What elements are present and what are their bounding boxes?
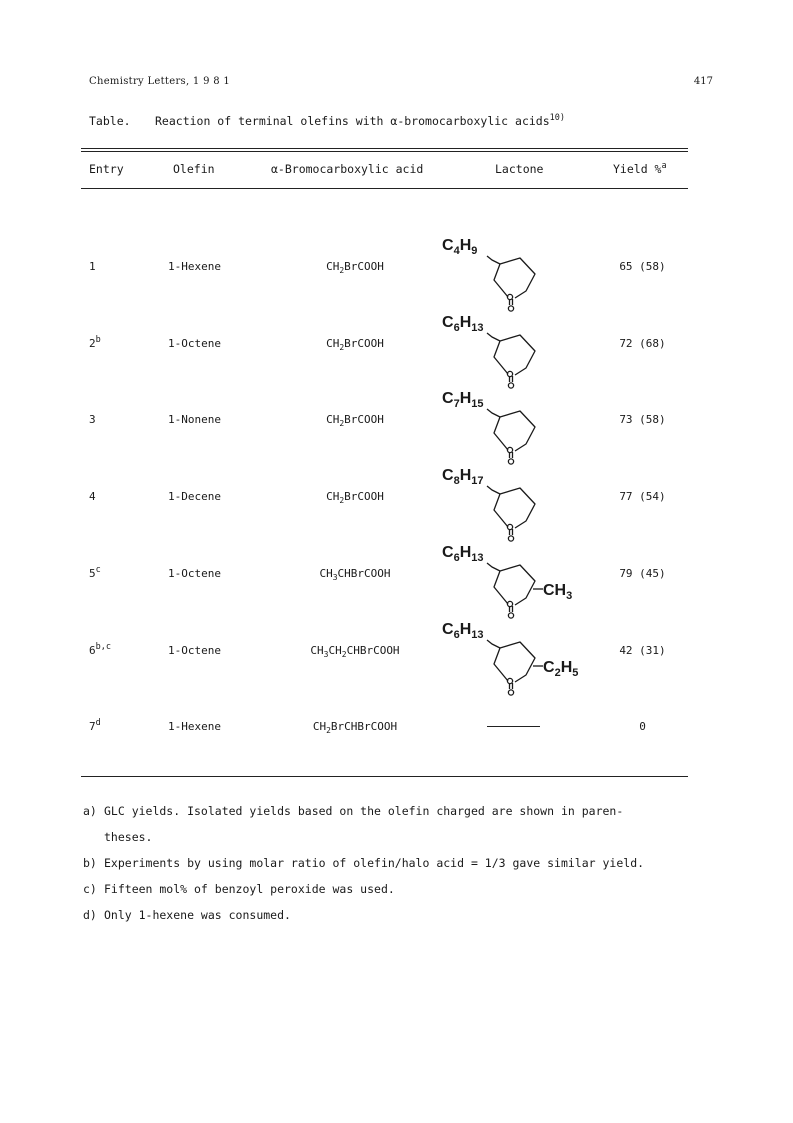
acid-formula [260, 644, 450, 657]
entry-number [89, 413, 119, 426]
table-top-rule-inner [81, 151, 688, 152]
table-caption [89, 114, 565, 128]
alkyl-group-label-part: C [442, 314, 454, 331]
formula-text: CH [328, 644, 342, 657]
alkyl-group-label-part: 15 [471, 398, 484, 410]
yield-value: 0 [639, 720, 646, 733]
alkyl-group-label-part: 6 [453, 552, 460, 564]
column-header-entry: Entry [89, 162, 124, 176]
alpha-substituent-label-part: H [560, 659, 573, 676]
column-header-yield-note: a [661, 161, 667, 171]
lactone-labels [442, 237, 477, 257]
ring-bonds [494, 411, 535, 451]
alkyl-group-label [442, 237, 477, 257]
alkyl-group-label-part: H [459, 621, 472, 638]
alpha-substituent-label-part: 3 [566, 590, 573, 602]
acid-formula [260, 337, 450, 350]
olefin-name: 1-Nonene [168, 413, 221, 426]
formula-text: CH [310, 644, 324, 657]
entry-number [89, 720, 119, 733]
alkyl-group-label-part: 9 [471, 245, 478, 257]
alkyl-group-label [442, 544, 484, 564]
formula-subscript: 2 [341, 650, 347, 659]
table-top-rule [81, 148, 688, 149]
formula-subscript: 3 [332, 573, 338, 582]
entry-label: 7 [89, 720, 96, 733]
formula-subscript: 2 [339, 419, 345, 428]
formula-text: CHBrCOOH [337, 567, 391, 580]
alkyl-group-label-part: 4 [453, 245, 460, 257]
ring-bonds [494, 565, 535, 605]
table-bottom-rule [81, 776, 688, 777]
entry-number [89, 567, 119, 580]
footnote-text: GLC yields. Isolated yields based on the olefin charged are shown in paren- [104, 804, 624, 818]
olefin-name: 1-Octene [168, 337, 221, 350]
acid-formula [260, 413, 450, 426]
alkyl-bond [487, 563, 500, 571]
alkyl-group-label [442, 621, 484, 641]
alkyl-bond [487, 256, 500, 264]
ring-oxygen [507, 601, 512, 606]
alkyl-group-label-part: C [442, 237, 454, 254]
alpha-substituent-label-part: 5 [572, 667, 579, 679]
alkyl-group-label [442, 314, 484, 334]
formula-text: BrCOOH [344, 413, 384, 426]
formula-text: CH [326, 490, 340, 503]
alkyl-group-label-part: H [459, 314, 472, 331]
formula-subscript: 2 [339, 496, 345, 505]
lactone-labels [442, 467, 484, 487]
footnote-label: a) [83, 804, 97, 818]
column-header-yield-label: Yield % [613, 162, 662, 176]
formula-text: CH [326, 413, 340, 426]
column-header-acid: α-Bromocarboxylic acid [271, 162, 424, 176]
alkyl-bond [487, 409, 500, 417]
alkyl-group-label-part: 7 [453, 398, 460, 410]
acid-formula [260, 567, 450, 580]
entry-label: 2 [89, 337, 96, 350]
formula-text: CH [319, 567, 333, 580]
alkyl-group-label-part: C [442, 467, 454, 484]
alkyl-bond [487, 640, 500, 648]
footnote-label: b) [83, 856, 97, 870]
ring-bonds [494, 335, 535, 375]
yield-value: 73 (58) [619, 413, 666, 426]
alpha-substituent-label-part: C [543, 659, 555, 676]
acid-formula [260, 260, 450, 273]
entry-footnote-mark: c [95, 565, 101, 575]
yield-value: 65 (58) [619, 260, 666, 273]
alkyl-group-label-part: H [459, 237, 472, 254]
formula-text: CHBrCOOH [346, 644, 400, 657]
entry-label: 5 [89, 567, 96, 580]
entry-footnote-mark: b,c [95, 642, 111, 652]
alkyl-group-label-part: H [459, 467, 472, 484]
column-header-yield [613, 162, 667, 176]
lactone-labels [442, 621, 578, 679]
journal-citation: Chemistry Letters, 1 9 8 1 [89, 76, 231, 87]
olefin-name: 1-Octene [168, 567, 221, 580]
no-lactone-dash [487, 726, 540, 727]
entry-number [89, 644, 119, 657]
alkyl-group-label [442, 390, 484, 410]
footnote-text: Fifteen mol% of benzoyl peroxide was used. [104, 882, 395, 896]
lactone-ring [487, 640, 543, 695]
formula-text: BrCOOH [344, 490, 384, 503]
alkyl-group-label [442, 467, 484, 487]
acid-formula [260, 490, 450, 503]
entry-footnote-mark: b [95, 335, 101, 345]
table-title: Reaction of terminal olefins with α-bromocarboxylic acids [155, 114, 550, 128]
alkyl-bond [487, 486, 500, 494]
formula-text: BrCHBrCOOH [330, 720, 398, 733]
entry-number [89, 490, 119, 503]
olefin-name: 1-Hexene [168, 720, 221, 733]
olefin-name: 1-Octene [168, 644, 221, 657]
lactone-ring [487, 256, 535, 311]
entry-label: 4 [89, 490, 96, 503]
footnote-text: Experiments by using molar ratio of olefin/halo acid = 1/3 gave similar yield. [104, 856, 645, 870]
alkyl-group-label-part: 17 [471, 475, 484, 487]
alkyl-bond [487, 333, 500, 341]
entry-label: 3 [89, 413, 96, 426]
yield-value: 42 (31) [619, 644, 666, 657]
alkyl-group-label-part: 6 [453, 629, 460, 641]
alkyl-group-label-part: H [459, 390, 472, 407]
yield-value: 79 (45) [619, 567, 666, 580]
column-header-olefin: Olefin [173, 162, 215, 176]
formula-subscript: 2 [326, 726, 331, 735]
page-number: 417 [693, 76, 713, 87]
alkyl-group-label-part: C [442, 621, 454, 638]
yield-value: 72 (68) [619, 337, 666, 350]
formula-text: CH [326, 337, 340, 350]
lactone-labels [442, 314, 484, 334]
formula-text: CH [326, 260, 340, 273]
ring-bonds [494, 488, 535, 528]
table-header-rule [81, 188, 688, 189]
ring-oxygen [507, 678, 512, 683]
lactone-structure [430, 614, 600, 704]
alpha-substituent-label-part: 2 [554, 667, 561, 679]
page-header [89, 76, 713, 90]
formula-text: BrCOOH [344, 260, 384, 273]
alkyl-group-label-part: H [459, 544, 472, 561]
formula-text: BrCOOH [344, 337, 384, 350]
alkyl-group-label-part: 13 [471, 629, 484, 641]
ring-oxygen [507, 447, 512, 452]
alkyl-group-label-part: C [442, 544, 454, 561]
alkyl-group-label-part: 6 [453, 322, 460, 334]
carbonyl-oxygen [508, 690, 513, 695]
footnote-label: d) [83, 908, 97, 922]
alpha-substituent-label [543, 659, 578, 679]
table-title-reference: 10) [549, 113, 566, 123]
yield-value: 77 (54) [619, 490, 666, 503]
lactone-ring [487, 409, 535, 464]
column-header-lactone: Lactone [495, 162, 544, 176]
entry-number [89, 337, 119, 350]
footnote-text: Only 1-hexene was consumed. [104, 908, 291, 922]
alkyl-group-label-part: 8 [453, 475, 460, 487]
lactone-labels [442, 544, 572, 602]
ring-oxygen [507, 294, 512, 299]
olefin-name: 1-Hexene [168, 260, 221, 273]
table-label: Table. [89, 114, 131, 128]
ring-oxygen [507, 524, 512, 529]
ring-oxygen [507, 371, 512, 376]
alpha-substituent-label [543, 582, 572, 602]
entry-label: 6 [89, 644, 96, 657]
alkyl-group-label-part: C [442, 390, 454, 407]
lactone-ring [487, 486, 535, 541]
formula-subscript: 2 [339, 266, 345, 275]
ring-bonds [494, 258, 535, 298]
formula-subscript: 3 [323, 650, 329, 659]
entry-number [89, 260, 119, 273]
acid-formula [260, 720, 450, 733]
alkyl-group-label-part: 13 [471, 322, 484, 334]
alpha-substituent-label-part: CH [543, 582, 567, 599]
olefin-name: 1-Decene [168, 490, 221, 503]
alkyl-group-label-part: 13 [471, 552, 484, 564]
footnote-label: c) [83, 882, 97, 896]
ring-bonds [494, 642, 535, 682]
lactone-labels [442, 390, 484, 410]
entry-label: 1 [89, 260, 96, 273]
formula-text: CH [312, 720, 327, 733]
formula-subscript: 2 [339, 343, 345, 352]
footnote-text: theses. [104, 830, 153, 844]
lactone-ring [487, 333, 535, 388]
lactone-ring [487, 563, 543, 618]
entry-footnote-mark: d [95, 718, 101, 728]
